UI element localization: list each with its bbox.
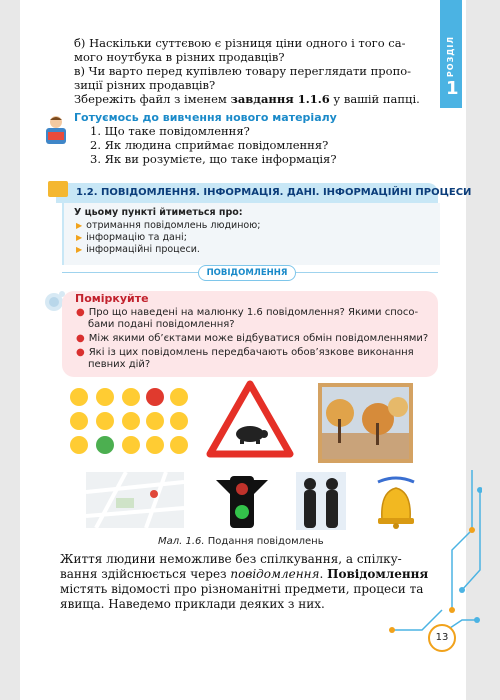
wink-emoji-icon — [122, 388, 140, 406]
divider-left — [62, 272, 198, 273]
question-v-line2: зиції різних продавців? — [74, 78, 216, 92]
think-question-3-cont: певних дій? — [88, 359, 151, 370]
cry-emoji-icon — [70, 436, 88, 454]
traffic-light-icon — [216, 474, 268, 530]
love-emoji-icon — [170, 388, 188, 406]
prep-heading: Готуємось до вивчення нового матеріалу — [74, 111, 337, 124]
shock-emoji-icon — [122, 412, 140, 430]
cool-emoji-icon — [122, 436, 140, 454]
prep-item-2: 2. Як людина сприймає повідомлення? — [90, 138, 329, 152]
chapter-label: РОЗДІЛ — [446, 36, 455, 78]
autumn-painting-icon — [318, 383, 413, 463]
section-title: 1.2. ПОВІДОМЛЕННЯ. ІНФОРМАЦІЯ. ДАНІ. ІНФОРМАЦІЙНІ ПРОЦЕСИ — [76, 187, 472, 198]
think-question-3: ● Які із цих повідомлень передбачають обов’язкове виконання — [76, 347, 414, 358]
prep-item-3: 3. Як ви розумієте, що таке інформація? — [90, 152, 337, 166]
question-v-line1: в) Чи варто перед купівлею товару переглядати пропо- — [74, 64, 412, 78]
divider-right — [296, 272, 438, 273]
think-heading: Поміркуйте — [75, 292, 149, 305]
sick-emoji-icon — [96, 436, 114, 454]
think-question-1-cont: бами подані повідомлення? — [88, 319, 235, 330]
smile-emoji-icon — [70, 388, 88, 406]
section-intro: У цьому пункті йтиметься про: — [74, 207, 243, 218]
grin-emoji-icon — [170, 412, 188, 430]
devil-emoji-icon — [146, 412, 164, 430]
section-bullet-3: ▶ інформаційні процеси. — [76, 244, 200, 255]
people-talking-icon — [296, 472, 346, 530]
happy-emoji-icon — [146, 436, 164, 454]
tongue-emoji-icon — [70, 412, 88, 430]
circuit-decoration — [372, 470, 482, 670]
body-line-1: Життя людини неможливе без спілкування, а спілку- — [60, 552, 402, 566]
save-instruction: Збережіть файл з іменем завдання 1.1.6 у вашій папці. — [74, 92, 420, 106]
page-number: 13 — [428, 624, 456, 652]
folder-icon — [48, 181, 68, 197]
kiss-emoji-icon — [170, 436, 188, 454]
chapter-number: 1 — [446, 78, 459, 99]
topic-pill: ПОВІДОМЛЕННЯ — [198, 265, 296, 281]
think-question-1: ● Про що наведені на малюнку 1.6 повідомлення? Якими спосо- — [76, 307, 419, 318]
body-line-4: явища. Наведемо приклади деяких з них. — [60, 597, 325, 611]
think-question-2: ● Між якими об’єктами може відбуватися обмін повідомленнями? — [76, 333, 429, 344]
question-b-line1: б) Наскільки суттєвою є різниця ціни одного і того са- — [74, 36, 406, 50]
prep-item-1: 1. Що таке повідомлення? — [90, 124, 250, 138]
angry-emoji-icon — [146, 388, 164, 406]
sad-emoji-icon — [96, 388, 114, 406]
figure-caption: Мал. 1.6. Подання повідомлень — [158, 536, 324, 547]
student-reading-icon — [42, 114, 68, 150]
section-bullet-1: ▶ отримання повідомлень людиною; — [76, 220, 261, 231]
question-b-line2: мого ноутбука в різних продавців? — [74, 50, 285, 64]
map-icon — [86, 472, 184, 528]
turtle-warning-sign-icon — [206, 380, 294, 458]
laugh-emoji-icon — [96, 412, 114, 430]
section-bullet-2: ▶ інформацію та дані; — [76, 232, 187, 243]
body-line-3: містять відомості про різноманітні предмети, процеси та — [60, 582, 424, 596]
body-line-2: вання здійснюється через повідомлення. Повідомлення — [60, 567, 429, 581]
